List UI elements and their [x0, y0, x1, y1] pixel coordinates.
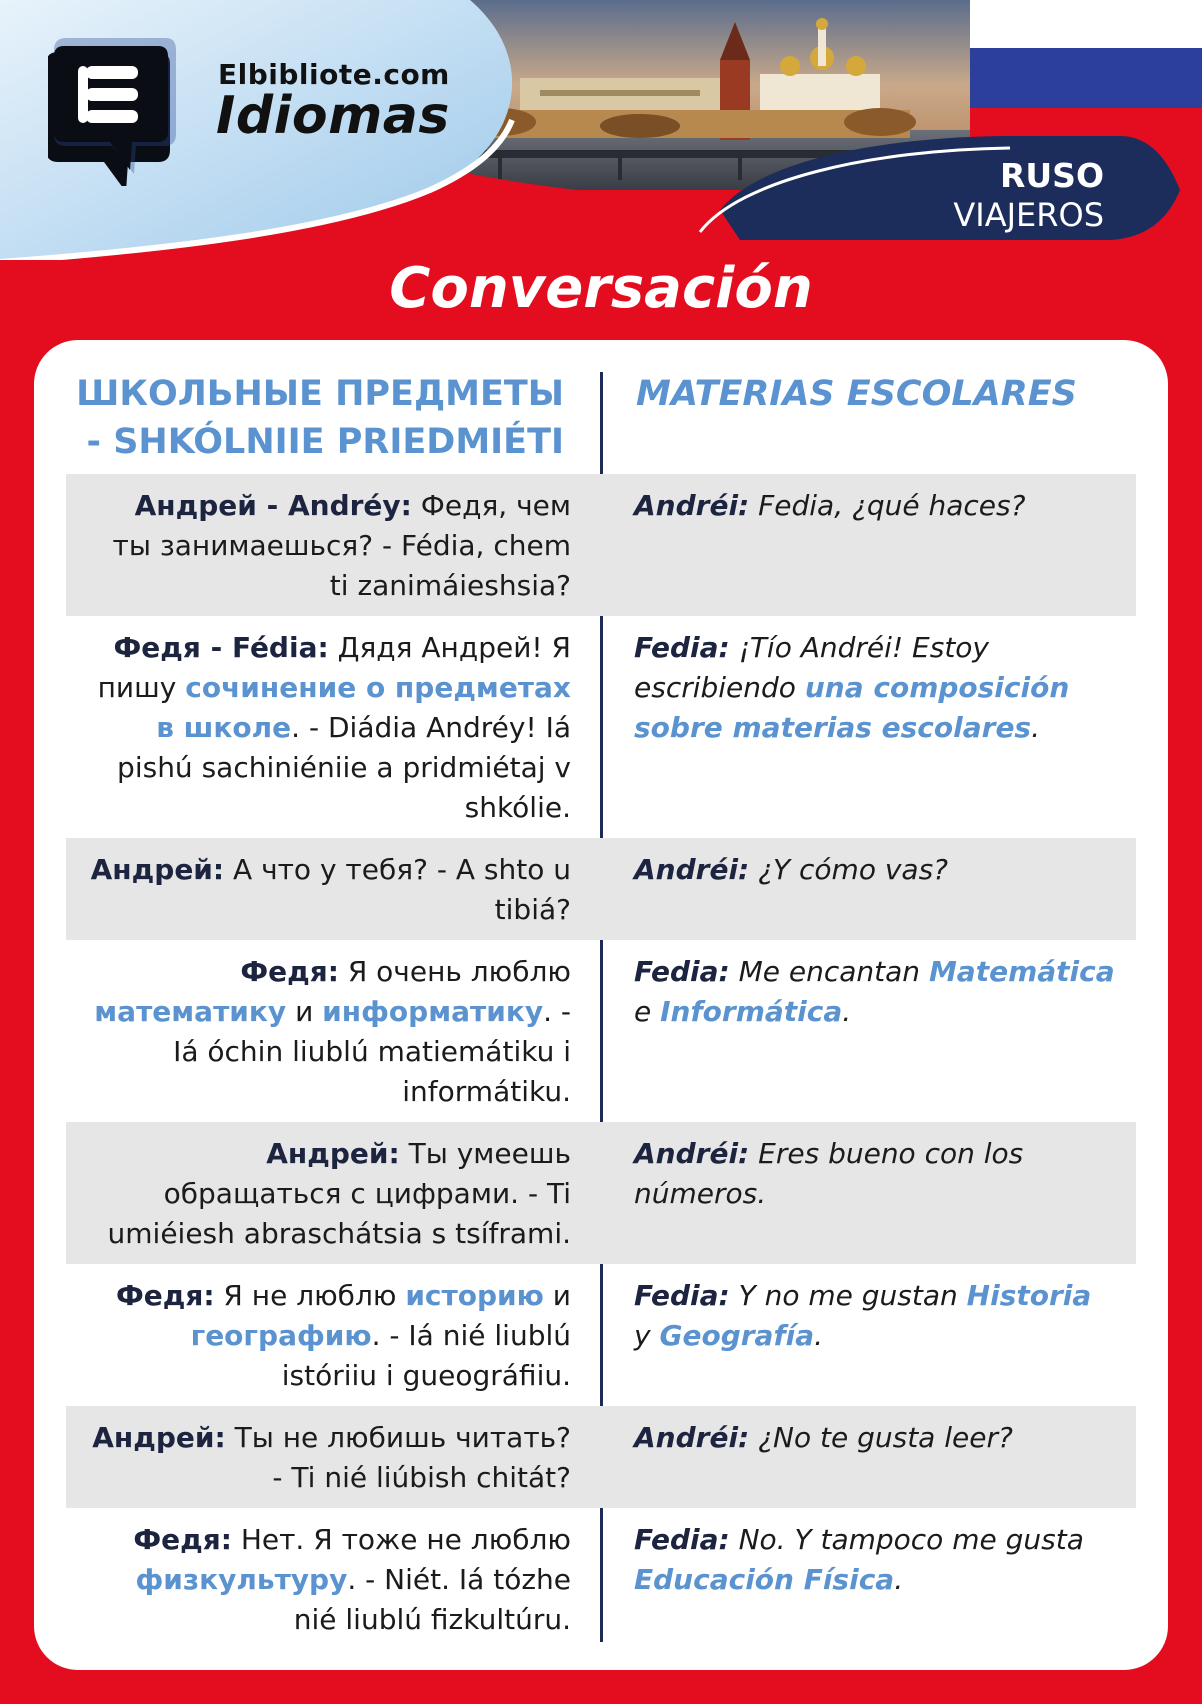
speaker: Fedia:: [634, 1279, 730, 1312]
dialogue-row: [66, 1508, 1136, 1650]
line-text: Fedia, ¿qué haces?: [749, 489, 1026, 522]
line-text: Федя, чем ты занимаешься? - Fédia, chem ti zanimáieshsia?: [112, 489, 571, 602]
spanish-line: [601, 1508, 1136, 1650]
speaker: Andréi:: [634, 1421, 750, 1454]
russian-line: [66, 940, 601, 1122]
speaker: Fedia:: [634, 1523, 730, 1556]
dialogue-row: [66, 1406, 1136, 1508]
highlight: una composición sobre materias escolares: [634, 671, 1070, 744]
speaker: Andréi:: [634, 1137, 750, 1170]
conversation-card: [34, 340, 1168, 1670]
line-text: Ты умеешь обращаться с цифрами. - Ti umiéiesh abraschátsia s tsíframi.: [107, 1137, 571, 1250]
line-text: ¿No te gusta leer?: [749, 1421, 1013, 1454]
highlight: историю: [405, 1279, 544, 1312]
dialogue-row: [66, 1122, 1136, 1264]
line-text: Ты не любишь читать? - Ti nié liúbish chitát?: [225, 1421, 571, 1494]
level-label: VIAJEROS: [953, 196, 1104, 234]
speaker: Федя:: [133, 1523, 232, 1556]
spanish-line: [601, 838, 1136, 940]
line-text: Me encantan: [729, 955, 929, 988]
column-heading-spanish: MATERIAS ESCOLARES: [636, 374, 1077, 414]
dialogue-row: [66, 616, 1136, 838]
line-text: .: [894, 1563, 904, 1596]
line-text: Y no me gustan: [729, 1279, 967, 1312]
line-text: А что у тебя? - A shto u tibiá?: [224, 853, 571, 926]
page-title: Conversación: [389, 256, 813, 321]
brand-logo-icon: [48, 36, 176, 186]
line-text: Нет. Я тоже не люблю: [231, 1523, 571, 1556]
dialogue-row: [66, 474, 1136, 616]
russian-line: [66, 1508, 601, 1650]
dialogue-row: [66, 940, 1136, 1122]
line-text: .: [842, 995, 852, 1028]
speaker: Andréi:: [634, 489, 750, 522]
highlight: Informática: [660, 995, 843, 1028]
spanish-line: [601, 616, 1136, 838]
spanish-line: [601, 1406, 1136, 1508]
line-text: .: [814, 1319, 824, 1352]
highlight: информатику: [322, 995, 544, 1028]
dialogue-row: [66, 1264, 1136, 1406]
line-text: . - Iá nié liublú istóriiu i gueográfiiu.: [281, 1319, 571, 1392]
speaker: Андрей - Andréy:: [134, 489, 412, 522]
line-text: ¡Tío Andréi! Estoy escribiendo: [634, 631, 990, 704]
line-text: e: [634, 995, 661, 1028]
highlight: Educación Física: [634, 1563, 895, 1596]
russian-line: [66, 1264, 601, 1406]
speaker: Андрей:: [92, 1421, 226, 1454]
line-text: .: [1031, 711, 1041, 744]
dialogue-table: [66, 474, 1136, 1650]
line-text: . - Iá óchin liublú matiemátiku i informátiku.: [173, 995, 571, 1108]
line-text: . - Diádia Andréy! Iá pishú sachiniéniie a pridmiétaj v shkólie.: [117, 711, 571, 824]
column-heading-russian: ШКОЛЬНЫЕ ПРЕДМЕТЫ - SHKÓLNIIE PRIEDMIÉTI: [76, 374, 564, 462]
speaker: Андрей:: [266, 1137, 400, 1170]
russian-line: [66, 474, 601, 616]
line-text: y: [634, 1319, 660, 1352]
speaker: Федя - Fédia:: [113, 631, 329, 664]
spanish-line: [601, 1122, 1136, 1264]
highlight: географию: [190, 1319, 372, 1352]
brand-name: Idiomas: [216, 86, 450, 146]
russian-line: [66, 1406, 601, 1508]
speaker: Andréi:: [634, 853, 750, 886]
highlight: Matemática: [928, 955, 1115, 988]
spanish-line: [601, 474, 1136, 616]
dialogue-row: [66, 838, 1136, 940]
russian-line: [66, 616, 601, 838]
page-header: [0, 0, 1202, 260]
line-text: Eres bueno con los números.: [634, 1137, 1024, 1210]
highlight: Historia: [966, 1279, 1092, 1312]
highlight: математику: [94, 995, 287, 1028]
highlight: сочинение о предметах в школе: [156, 671, 571, 744]
line-text: Я не люблю: [214, 1279, 406, 1312]
speaker: Fedia:: [634, 955, 730, 988]
speaker: Fedia:: [634, 631, 730, 664]
line-text: No. Y tampoco me gusta: [729, 1523, 1084, 1556]
speaker: Федя:: [240, 955, 339, 988]
spanish-line: [601, 940, 1136, 1122]
line-text: Я очень люблю: [338, 955, 571, 988]
brand-site: Elbibliote.com: [218, 58, 450, 91]
line-text: Дядя Андрей! Я пишу: [97, 631, 571, 704]
line-text: и: [543, 1279, 571, 1312]
russian-line: [66, 838, 601, 940]
russian-line: [66, 1122, 601, 1264]
speaker: Андрей:: [90, 853, 225, 886]
spanish-line: [601, 1264, 1136, 1406]
line-text: ¿Y cómo vas?: [749, 853, 949, 886]
highlight: физкультуру: [135, 1563, 348, 1596]
highlight: Geografía: [659, 1319, 815, 1352]
line-text: . - Niét. Iá tózhe nié liublú fizkultúru.: [293, 1563, 571, 1636]
language-label: RUSO: [999, 156, 1104, 195]
line-text: и: [286, 995, 323, 1028]
speaker: Федя:: [115, 1279, 215, 1312]
